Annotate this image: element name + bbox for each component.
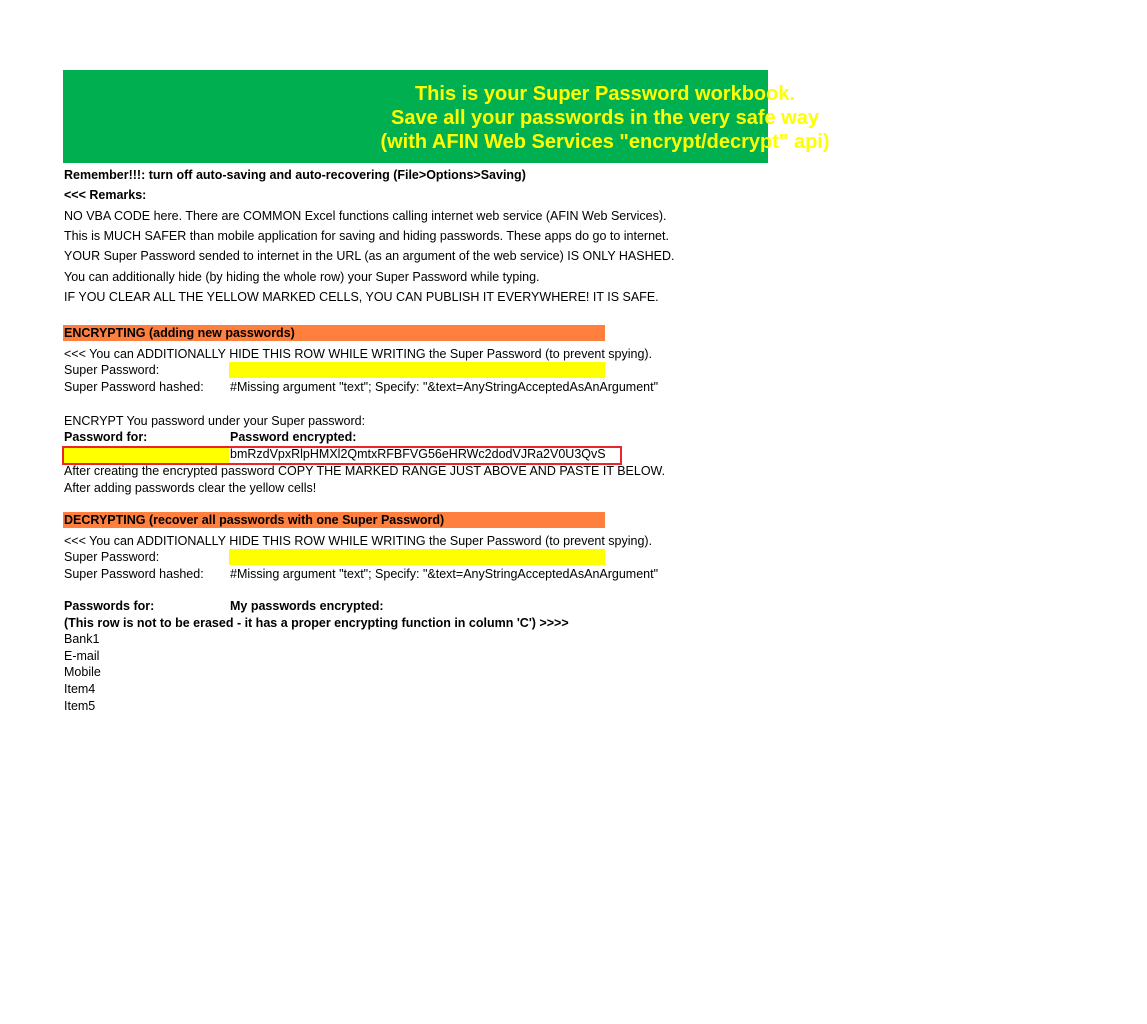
encrypt-super-password-hashed-value: #Missing argument "text"; Specify: "&text=AnyStringAcceptedAsAnArgument" [230,380,659,394]
password-item: Mobile [64,665,101,679]
password-item: E-mail [64,649,100,663]
encrypt-super-password-label: Super Password: [64,363,160,377]
my-passwords-encrypted-header: My passwords encrypted: [230,599,384,613]
password-item: Item5 [64,699,96,713]
decrypt-hide-row-note: <<< You can ADDITIONALLY HIDE THIS ROW WHILE WRITING the Super Password (to prevent spying). [64,534,653,548]
decrypting-header: DECRYPTING (recover all passwords with one Super Password) [64,513,445,527]
encrypt-hide-row-note: <<< You can ADDITIONALLY HIDE THIS ROW WHILE WRITING the Super Password (to prevent spying). [64,347,653,361]
encrypt-super-password-hashed-label: Super Password hashed: [64,380,204,394]
remark-line: YOUR Super Password sended to internet in the URL (as an argument of the web service) IS ONLY HASHED. [64,249,675,263]
banner-title-line2: Save all your passwords in the very safe way [391,107,819,129]
decrypt-super-password-label: Super Password: [64,550,160,564]
password-item: Bank1 [64,632,100,646]
password-encrypted-header: Password encrypted: [230,430,357,444]
remarks-heading: <<< Remarks: [64,188,147,202]
banner-title-line3: (with AFIN Web Services "encrypt/decrypt" api) [380,131,830,153]
remember-note: Remember!!!: turn off auto-saving and auto-recovering (File>Options>Saving) [64,168,526,182]
decrypt-super-password-input[interactable] [229,549,605,565]
password-for-header: Password for: [64,430,148,444]
banner-title-line1: This is your Super Password workbook. [414,83,796,105]
encrypted-password-value: bmRzdVpxRlpHMXl2QmtxRFBFVG56eHRWc2dodVJRa2V0U3QvS [230,447,606,461]
encrypting-function-row-note: (This row is not to be erased - it has a proper encrypting function in column 'C') >>>> [64,616,569,630]
remark-line: You can additionally hide (by hiding the whole row) your Super Password while typing. [64,270,540,284]
decrypt-super-password-hashed-label: Super Password hashed: [64,567,204,581]
after-adding-note: After adding passwords clear the yellow cells! [64,481,317,495]
encrypt-super-password-input[interactable] [229,362,605,378]
after-creating-note: After creating the encrypted password COPY THE MARKED RANGE JUST ABOVE AND PASTE IT BELOW. [64,464,666,478]
decrypt-super-password-hashed-value: #Missing argument "text"; Specify: "&text=AnyStringAcceptedAsAnArgument" [230,567,659,581]
encrypt-instruction: ENCRYPT You password under your Super password: [64,414,366,428]
encrypting-header: ENCRYPTING (adding new passwords) [64,326,295,340]
remark-line: IF YOU CLEAR ALL THE YELLOW MARKED CELLS, YOU CAN PUBLISH IT EVERYWHERE! IT IS SAFE. [64,290,659,304]
password-item: Item4 [64,682,96,696]
remark-line: This is MUCH SAFER than mobile application for saving and hiding passwords. These apps do go to internet. [64,229,669,243]
passwords-for-header: Passwords for: [64,599,155,613]
remark-line: NO VBA CODE here. There are COMMON Excel functions calling internet web service (AFIN Web Services). [64,209,667,223]
